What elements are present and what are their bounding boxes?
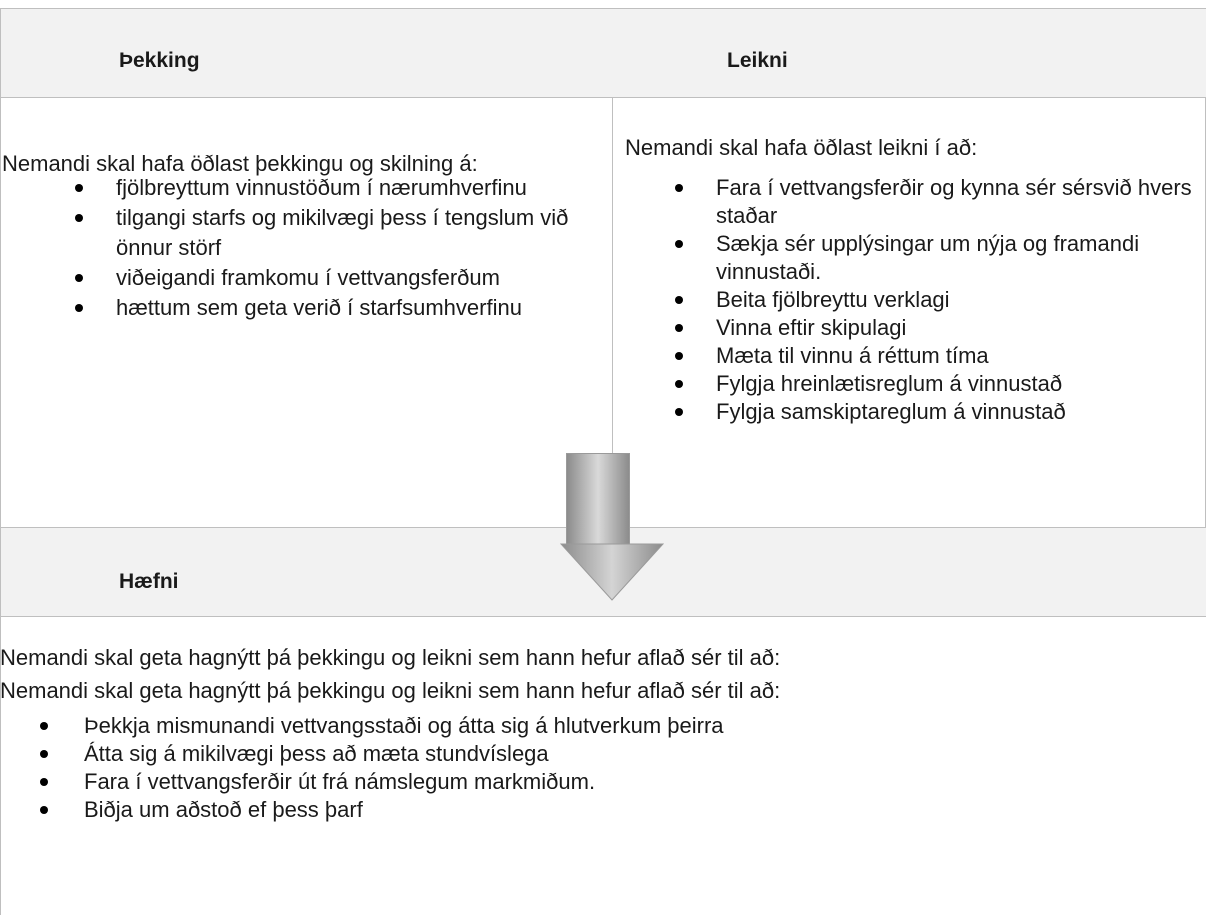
knowledge-heading: Þekking — [119, 49, 200, 72]
list-item: Þekkja mismunandi vettvangsstaði og átta sig á hlutverkum þeirra — [0, 712, 1100, 740]
list-item: Átta sig á mikilvægi þess að mæta stundvíslega — [0, 740, 1100, 768]
knowledge-list — [62, 173, 572, 323]
list-item: Mæta til vinnu á réttum tíma — [662, 342, 1202, 370]
list-item: hættum sem geta verið í starfsumhverfinu — [62, 293, 572, 323]
list-item: tilgangi starfs og mikilvægi þess í tengslum við önnur störf — [62, 203, 572, 263]
list-item: Vinna eftir skipulagi — [662, 314, 1202, 342]
list-item: fjölbreyttum vinnustöðum í nærumhverfinu — [62, 173, 572, 203]
list-item: Fara í vettvangsferðir og kynna sér sérsvið hvers staðar — [662, 174, 1202, 230]
list-item: Fylgja samskiptareglum á vinnustað — [662, 398, 1202, 426]
down-arrow-icon — [560, 543, 664, 601]
list-item: Fara í vettvangsferðir út frá námslegum markmiðum. — [0, 768, 1100, 796]
skills-heading: Leikni — [727, 49, 788, 72]
competence-heading: Hæfni — [119, 570, 179, 593]
skills-intro: Nemandi skal hafa öðlast leikni í að: — [625, 135, 978, 160]
arrow-shaft — [566, 453, 630, 545]
left-border — [0, 97, 1, 527]
list-item: Sækja sér upplýsingar um nýja og framandi vinnustaði. — [662, 230, 1202, 286]
knowledge-skills-header-row — [0, 8, 1206, 98]
column-divider — [612, 97, 613, 455]
list-item: viðeigandi framkomu í vettvangsferðum — [62, 263, 572, 293]
knowledge-intro: Nemandi skal hafa öðlast þekkingu og skilning á: — [2, 151, 478, 176]
skills-list — [662, 172, 1202, 426]
list-item: Fylgja hreinlætisreglum á vinnustað — [662, 370, 1202, 398]
competence-list — [0, 712, 1100, 824]
competence-intro-repeat: Nemandi skal geta hagnýtt þá þekkingu og leikni sem hann hefur aflað sér til að: — [0, 678, 781, 703]
list-item: Biðja um aðstoð ef þess þarf — [0, 796, 1100, 824]
list-item: Beita fjölbreyttu verklagi — [662, 286, 1202, 314]
competence-intro: Nemandi skal geta hagnýtt þá þekkingu og leikni sem hann hefur aflað sér til að: — [0, 645, 781, 670]
